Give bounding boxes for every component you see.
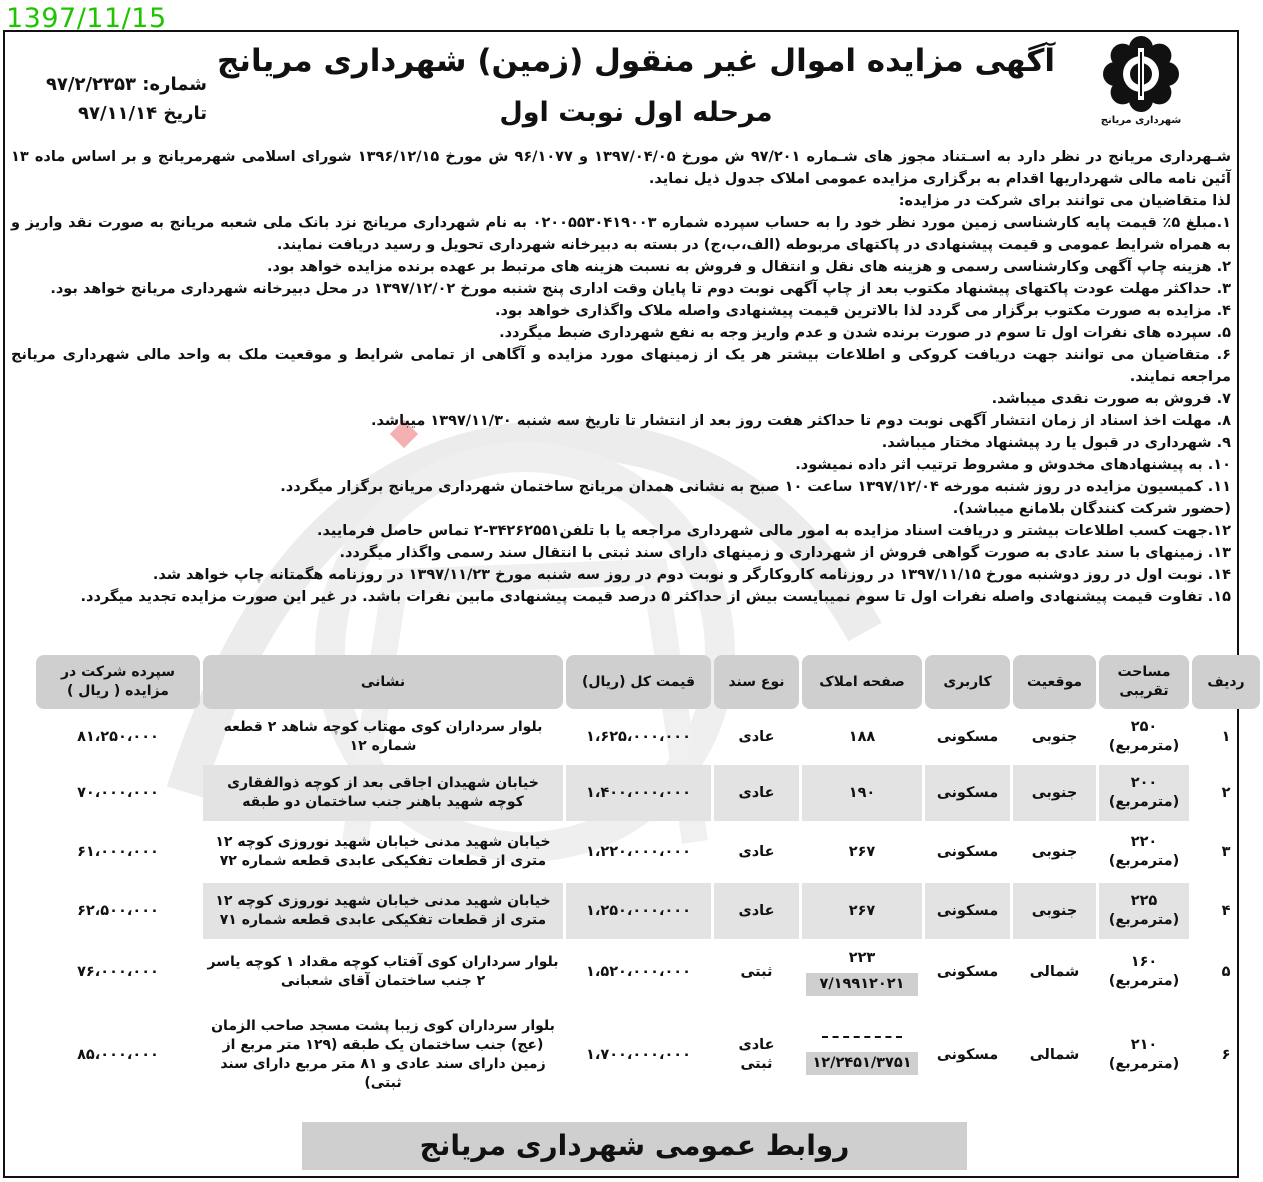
deposit-cell: ۶۲،۵۰۰،۰۰۰ <box>77 902 159 919</box>
municipality-logo <box>1095 34 1187 140</box>
location-cell: جنوبی <box>1013 883 1096 939</box>
area-cell <box>1099 765 1189 821</box>
deposit-cell: ۷۶،۰۰۰،۰۰۰ <box>77 963 159 980</box>
area-unit: (مترمربع) <box>1108 912 1180 928</box>
doc-type: ثبتی <box>740 1056 773 1072</box>
address-cell: بلوار سرداران کوی آفتاب کوچه مقداد ۱ کوچه یاسر ۲ جنب ساختمان آقای شعبانی <box>207 954 559 989</box>
doc-type: عادی <box>738 728 775 745</box>
doc-type-cell <box>714 824 799 880</box>
col-header-address: نشانی <box>203 655 563 709</box>
usage-cell: مسکونی <box>925 765 1010 821</box>
condition-item: ۵. سپرده های نفرات اول تا سوم در صورت برنده شدن و عدم واریز وجه به نفع شهرداری ضبط میگردد. <box>499 325 1231 341</box>
reference-date-value: ۹۷/۱۱/۱۴ <box>78 103 158 124</box>
location-cell: شمالی <box>1029 963 1080 980</box>
deposit-cell: ۸۵،۰۰۰،۰۰۰ <box>77 1046 159 1063</box>
condition-item: ۱۱. کمیسیون مزایده در روز شنبه مورخه ۱۳۹۷/۱۲/۰۴ ساعت ۱۰ صبح به نشانی همدان مریانج ساختمان شهرداری مریانج برگزار میگردد. <box>280 479 1231 495</box>
registry-cell <box>802 942 922 1002</box>
page-subtitle: مرحله اول نوبت اول <box>499 97 773 128</box>
usage-cell: مسکونی <box>936 963 999 980</box>
condition-item: ۷. فروش به صورت نقدی میباشد. <box>991 391 1231 407</box>
table-header-row <box>36 655 1260 709</box>
row-number: ۲ <box>1221 784 1231 801</box>
condition-item: ۹. شهرداری در قبول یا رد پیشنهاد مختار میباشد. <box>881 435 1231 451</box>
condition-item: ۱۰. به پیشنهادهای مخدوش و مشروط ترتیب اثر داده نمیشود. <box>795 457 1231 473</box>
reference-number-label: شماره: <box>142 74 207 95</box>
municipality-emblem-icon <box>1096 34 1186 114</box>
row-number: ۱ <box>1221 728 1231 745</box>
col-header-usage: کاربری <box>925 655 1010 709</box>
registry-page: ۱۹۰ <box>848 784 876 801</box>
doc-type: عادی <box>738 784 775 801</box>
doc-type-cell <box>714 883 799 939</box>
registry-cell <box>802 712 922 762</box>
usage-cell: مسکونی <box>936 1046 999 1063</box>
area-value: ۲۲۵ <box>1130 893 1158 909</box>
reference-date-label: تاریخ <box>163 103 207 124</box>
row-number: ۵ <box>1221 963 1231 980</box>
reference-date <box>27 99 207 128</box>
table-row <box>36 1005 1260 1105</box>
table-row <box>36 883 1260 939</box>
deposit-cell: ۸۱،۲۵۰،۰۰۰ <box>77 728 159 745</box>
doc-type-cell <box>714 1005 799 1105</box>
condition-item: ۱.مبلغ ۵٪ قیمت پایه کارشناسی زمین مورد نظر خود را به حساب سپرده شماره ۰۲۰۰۵۵۳۰۴۱۹۰۰۳ به نام شهرداری مریانج نزد بانک ملی شعبه مریانج به صورت نقد واریز و به همراه شرایط عمومی و قیمت پیشنهادی در پاکتهای مربوطه (الف،ب،ج) در بسته به دبیرخانه شهرداری تحویل و رسید دریافت نمایند. <box>11 215 1231 253</box>
area-cell <box>1099 824 1189 880</box>
row-number: ۴ <box>1221 902 1231 919</box>
doc-type: عادی <box>738 1037 775 1053</box>
publication-date-stamp: 1397/11/15 <box>6 3 167 34</box>
col-header-doc-type: نوع سند <box>714 655 799 709</box>
condition-item-note: (حضور شرکت کنندگان بلامانع میباشد). <box>952 501 1231 517</box>
price-cell: ۱،۴۰۰،۰۰۰،۰۰۰ <box>566 765 711 821</box>
area-value: ۲۰۰ <box>1130 775 1158 791</box>
area-value: ۱۶۰ <box>1130 954 1158 970</box>
price-cell: ۱،۷۰۰،۰۰۰،۰۰۰ <box>585 1046 692 1063</box>
registry-cell <box>802 765 922 821</box>
address-cell: بلوار سرداران کوی زیبا پشت مسجد صاحب الزمان (عج) جنب ساختمان یک طبقه (۱۲۹ متر مربع از زمین دارای سند عادی و ۸۱ متر مربع دارای سند ثبتی) <box>211 1018 555 1091</box>
doc-type: ثبتی <box>740 963 773 980</box>
page-title: آگهی مزایده اموال غیر منقول (زمین) شهرداری مریانج <box>216 43 1056 79</box>
condition-item: ۶. متقاضیان می توانند جهت دریافت کروکی و اطلاعات بیشتر هر یک از زمینهای مورد مزایده و آگاهی از تمامی شرایط و موقعیت ملک به واحد مالی شهرداری مریانج مراجعه نمایند. <box>11 347 1231 385</box>
reference-number-value: ۹۷/۲/۲۳۵۳ <box>45 74 136 95</box>
col-header-row: ردیف <box>1192 655 1260 709</box>
address-cell: خیابان شهید مدنی خیابان شهید نوروزی کوچه ۱۲ متری از قطعات تفکیکی عابدی قطعه شماره ۷۲ <box>215 834 551 869</box>
reference-number <box>27 70 207 99</box>
footer-public-relations: روابط عمومی شهرداری مریانج <box>302 1122 967 1170</box>
area-unit: (مترمربع) <box>1108 794 1180 810</box>
reference-info <box>27 70 207 128</box>
location-cell: جنوبی <box>1031 843 1078 860</box>
ad-body-text <box>11 146 1231 650</box>
area-value: ۲۲۰ <box>1130 834 1158 850</box>
registry-dash-line <box>822 1036 902 1038</box>
area-unit: (مترمربع) <box>1108 738 1180 754</box>
header <box>5 32 1237 144</box>
deposit-cell: ۶۱،۰۰۰،۰۰۰ <box>77 843 159 860</box>
area-cell <box>1099 1005 1189 1105</box>
area-unit: (مترمربع) <box>1108 853 1180 869</box>
registry-cell <box>802 1005 922 1105</box>
col-header-area: مساحت تقریبی <box>1099 655 1189 709</box>
area-value: ۲۱۰ <box>1130 1037 1158 1053</box>
registry-page: ۲۶۷ <box>848 902 876 919</box>
table-row <box>36 712 1260 762</box>
registry-cell <box>802 883 922 939</box>
registry-number: ۷/۱۹۹۱۲۰۲۱ <box>806 973 918 996</box>
address-cell: بلوار سرداران کوی مهتاب کوچه شاهد ۲ قطعه شماره ۱۲ <box>223 719 543 754</box>
condition-item: ۴. مزایده به صورت مکتوب برگزار می گردد لذا بالاترین قیمت پیشنهادی واصله ملاک واگذاری خواهد بود. <box>494 303 1231 319</box>
properties-table <box>33 652 1263 1108</box>
registry-cell <box>802 824 922 880</box>
area-value: ۲۵۰ <box>1130 719 1158 735</box>
condition-item: ۱۵. تفاوت قیمت پیشنهادی واصله نفرات اول تا سوم نمیبایست بیش از حداکثر ۵ درصد قیمت پیشنهادی مابین نفرات باشد. در غیر این صورت مزایده تجدید میگردد. <box>80 589 1231 605</box>
doc-type-cell <box>714 765 799 821</box>
condition-item: ۳. حداکثر مهلت عودت پاکتهای پیشنهاد مکتوب بعد از چاپ آگهی نوبت دوم تا پایان وقت اداری پنج شنبه مورخ ۱۳۹۷/۱۲/۰۲ در محل دبیرخانه شهرداری مریانج خواهد بود. <box>50 281 1231 297</box>
deposit-cell: ۷۰،۰۰۰،۰۰۰ <box>77 784 159 801</box>
location-cell: جنوبی <box>1031 728 1078 745</box>
price-cell: ۱،۲۲۰،۰۰۰،۰۰۰ <box>585 843 692 860</box>
col-header-registry: صفحه املاک <box>802 655 922 709</box>
col-header-location: موقعیت <box>1013 655 1096 709</box>
condition-item: ۲. هزینه چاپ آگهی وکارشناسی رسمی و هزینه های نقل و انتقال و فروش به نسبت هزینه های مرتبط بر عهده برنده مزایده خواهد بود. <box>267 259 1231 275</box>
address-cell: خیابان شهیدان اجاقی بعد از کوچه ذوالفقاری کوچه شهید باهنر جنب ساختمان دو طبقه <box>203 765 563 821</box>
location-cell: شمالی <box>1029 1046 1080 1063</box>
table-row <box>36 942 1260 1002</box>
condition-item: ۱۴. نوبت اول در روز دوشنبه مورخ ۱۳۹۷/۱۱/۱۵ در روزنامه کاروکارگر و نوبت دوم در روز سه شنبه مورخ ۱۳۹۷/۱۱/۲۳ در روزنامه هگمتانه چاپ خواهد شد. <box>152 567 1231 583</box>
doc-type-cell <box>714 942 799 1002</box>
doc-type: عادی <box>738 843 775 860</box>
usage-cell: مسکونی <box>925 883 1010 939</box>
location-cell: جنوبی <box>1013 765 1096 821</box>
price-cell: ۱،۶۲۵،۰۰۰،۰۰۰ <box>585 728 692 745</box>
registry-page: ۲۶۷ <box>848 843 876 860</box>
condition-item: ۸. مهلت اخذ اسناد از زمان انتشار آگهی نوبت دوم تا حداکثر هفت روز بعد از انتشار تا تاریخ سه شنبه ۱۳۹۷/۱۱/۳۰ میباشد. <box>370 413 1231 429</box>
col-header-price: قیمت کل (ریال) <box>566 655 711 709</box>
doc-type: عادی <box>738 902 775 919</box>
row-number: ۶ <box>1221 1046 1231 1063</box>
area-cell <box>1099 942 1189 1002</box>
area-cell <box>1099 712 1189 762</box>
registry-page: ۱۸۸ <box>848 728 876 745</box>
intro-lead: لذا متقاضیان می توانند برای شرکت در مزایده: <box>898 193 1231 209</box>
table-row <box>36 824 1260 880</box>
area-unit: (مترمربع) <box>1108 973 1180 989</box>
registry-number: ۱۲/۲۴۵۱/۳۷۵۱ <box>806 1052 918 1075</box>
condition-item: ۱۳. زمینهای با سند عادی به صورت گواهی فروش از شهرداری و زمینهای دارای سند ثبتی با انتقال سند رسمی واگذار میگردد. <box>339 545 1231 561</box>
address-cell: خیابان شهید مدنی خیابان شهید نوروزی کوچه ۱۲ متری از قطعات تفکیکی عابدی قطعه شماره ۷۱ <box>203 883 563 939</box>
usage-cell: مسکونی <box>936 843 999 860</box>
ad-frame <box>3 30 1245 1178</box>
table-row <box>36 765 1260 821</box>
intro-paragraph: شـهرداری مریانج در نظر دارد به اسـتناد مجوز های شـماره ۹۷/۲۰۱ ش مورخ ۱۳۹۷/۰۴/۰۵ و ۹۶/۱۰۷۷ ش مورخ ۱۳۹۶/۱۲/۱۵ شورای اسلامی شهرمریانج و بر اساس ماده ۱۳ آئین نامه مالی شهرداریها اقدام به برگزاری مزایده عمومی املاک جدول ذیل نماید. <box>11 149 1231 187</box>
usage-cell: مسکونی <box>936 728 999 745</box>
col-header-deposit: سپرده شرکت در مزایده ( ریال ) <box>36 655 200 709</box>
doc-type-cell <box>714 712 799 762</box>
condition-item: ۱۲.جهت کسب اطلاعات بیشتر و دریافت اسناد مزایده به امور مالی شهرداری مراجعه یا با تلفن۳۴۲۶۲۵۵۱-۲ تماس حاصل فرمایید. <box>317 523 1231 539</box>
logo-caption: شهرداری مریانج <box>1100 115 1182 126</box>
price-cell: ۱،۵۲۰،۰۰۰،۰۰۰ <box>585 963 692 980</box>
row-number: ۳ <box>1221 843 1231 860</box>
price-cell: ۱،۲۵۰،۰۰۰،۰۰۰ <box>566 883 711 939</box>
registry-page: ۲۲۳ <box>848 949 876 966</box>
area-unit: (مترمربع) <box>1108 1056 1180 1072</box>
area-cell <box>1099 883 1189 939</box>
